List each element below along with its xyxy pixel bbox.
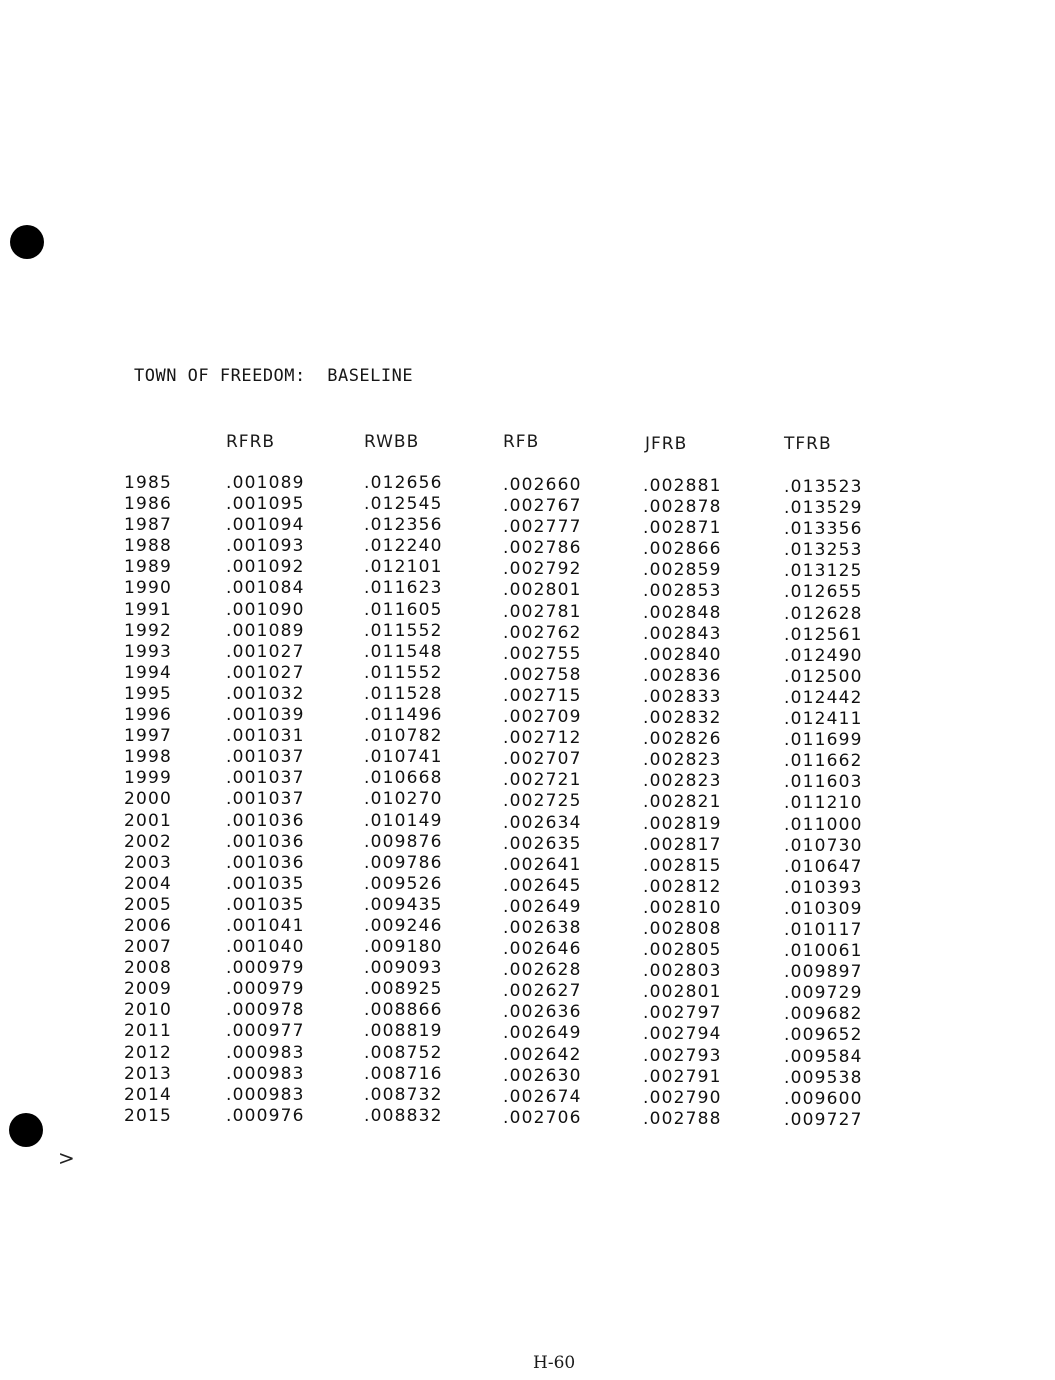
cell-rwbb: .009786 [364,852,443,873]
cell-jfrb: .002801 [643,982,722,1003]
cell-tfrb: .011699 [784,730,863,751]
table-row [0,979,1055,1004]
cell-rfb: .002721 [503,770,582,791]
cell-tfrb: .009897 [784,962,863,983]
cell-jfrb: .002881 [643,476,722,496]
cell-rwbb: .009180 [364,937,443,958]
column-header-rfb: RFB [503,432,540,452]
table-row [0,873,1055,898]
cell-jfrb: .002812 [643,876,722,897]
cell-rfrb: .001035 [226,894,305,915]
cell-jfrb: .002821 [643,792,722,813]
cell-rwbb: .008732 [364,1084,443,1105]
cell-rfb: .002758 [503,664,582,685]
cell-rwbb: .011496 [364,705,443,726]
cell-rfb: .002762 [503,622,582,643]
cell-rwbb: .009093 [364,958,443,979]
cell-jfrb: .002794 [643,1024,722,1045]
cell-rwbb: .012356 [364,515,443,536]
table-row [0,831,1055,856]
cell-rfrb: .001037 [226,747,305,768]
row-year: 2000 [124,789,173,810]
page-number: H-60 [533,1353,576,1373]
cell-rfb: .002715 [503,685,582,706]
row-year: 2014 [124,1084,173,1105]
cell-rfb: .002801 [503,580,582,601]
cell-rwbb: .010149 [364,810,443,831]
table-row [0,768,1055,793]
cell-rfrb: .001095 [226,494,305,515]
cell-rwbb: .009526 [364,873,443,894]
cell-rfb: .002660 [503,475,582,495]
table-row [0,894,1055,919]
table-row [0,683,1055,708]
cell-rwbb: .011605 [364,599,443,620]
table-row [0,1063,1055,1088]
cell-rfrb: .001089 [226,620,305,641]
cell-rwbb: .008752 [364,1042,443,1063]
cell-tfrb: .011210 [784,793,863,814]
cell-jfrb: .002840 [643,644,722,665]
cell-jfrb: .002793 [643,1045,722,1066]
cell-tfrb: .010647 [784,856,863,877]
cell-rfb: .002755 [503,643,582,664]
cell-tfrb: .009538 [784,1067,863,1088]
cell-rwbb: .008866 [364,1000,443,1021]
cell-rwbb: .009435 [364,894,443,915]
data-table-body [0,473,1055,1130]
cell-jfrb: .002791 [643,1066,722,1087]
cell-jfrb: .002848 [643,602,722,623]
cell-tfrb: .012561 [784,624,863,645]
cell-rfb: .002712 [503,728,582,749]
cell-jfrb: .002810 [643,897,722,918]
table-row [0,1021,1055,1046]
column-header-tfrb: TFRB [784,434,832,454]
cell-rfrb: .000978 [226,1000,305,1021]
cell-tfrb: .013253 [784,540,863,561]
row-year: 2006 [124,915,173,936]
cell-rfrb: .001084 [226,578,305,599]
cell-jfrb: .002788 [643,1108,722,1129]
cell-jfrb: .002790 [643,1087,722,1108]
cell-tfrb: .009652 [784,1025,863,1046]
cell-jfrb: .002832 [643,708,722,729]
cell-rfrb: .001039 [226,705,305,726]
cell-rfb: .002635 [503,833,582,854]
cell-rfrb: .001032 [226,683,305,704]
cell-tfrb: .010393 [784,877,863,898]
cell-rfrb: .001094 [226,515,305,536]
table-row [0,705,1055,730]
cell-rfrb: .001037 [226,789,305,810]
row-year: 2011 [124,1021,173,1042]
cell-jfrb: .002823 [643,771,722,792]
cell-rwbb: .010270 [364,789,443,810]
cell-rfrb: .000977 [226,1021,305,1042]
cell-rfb: .002645 [503,875,582,896]
row-year: 1992 [124,620,173,641]
table-row [0,641,1055,666]
cell-jfrb: .002878 [643,497,722,518]
table-row [0,852,1055,877]
row-year: 1988 [124,536,173,557]
cell-rwbb: .010782 [364,726,443,747]
cell-jfrb: .002808 [643,918,722,939]
cell-tfrb: .013125 [784,561,863,582]
row-year: 1996 [124,705,173,726]
table-row [0,1084,1055,1109]
cell-tfrb: .009729 [784,983,863,1004]
cell-rfrb: .001089 [226,473,305,493]
row-year: 1999 [124,768,173,789]
row-year: 1985 [124,473,173,493]
cell-rwbb: .012240 [364,536,443,557]
cell-tfrb: .012442 [784,687,863,708]
cell-rfb: .002725 [503,791,582,812]
row-year: 2002 [124,831,173,852]
row-year: 1998 [124,747,173,768]
cell-jfrb: .002803 [643,961,722,982]
cell-rfrb: .000983 [226,1084,305,1105]
table-row [0,536,1055,561]
punch-hole-top [10,225,44,259]
cell-tfrb: .011000 [784,814,863,835]
cell-rwbb: .011548 [364,641,443,662]
cell-rfb: .002628 [503,960,582,981]
row-year: 1989 [124,557,173,578]
cell-jfrb: .002805 [643,940,722,961]
row-year: 1993 [124,641,173,662]
cell-rfb: .002630 [503,1065,582,1086]
cell-tfrb: .012500 [784,666,863,687]
cell-jfrb: .002859 [643,560,722,581]
cell-rfb: .002707 [503,749,582,770]
cell-rfrb: .000979 [226,958,305,979]
row-year: 2007 [124,937,173,958]
cell-rwbb: .010668 [364,768,443,789]
cell-tfrb: .012628 [784,603,863,624]
cell-rfb: .002646 [503,939,582,960]
cell-tfrb: .011662 [784,751,863,772]
cell-rfrb: .001093 [226,536,305,557]
cell-jfrb: .002797 [643,1003,722,1024]
cell-jfrb: .002853 [643,581,722,602]
cell-rfb: .002781 [503,601,582,622]
cell-rfrb: .001040 [226,937,305,958]
cell-jfrb: .002817 [643,834,722,855]
cell-rfb: .002709 [503,707,582,728]
row-year: 1997 [124,726,173,747]
table-row [0,557,1055,582]
row-year: 2009 [124,979,173,1000]
cell-rfrb: .001041 [226,915,305,936]
cell-rfrb: .001027 [226,641,305,662]
cell-tfrb: .013356 [784,519,863,540]
row-year: 1986 [124,494,173,515]
column-header-rwbb: RWBB [364,432,420,452]
cell-tfrb: .010730 [784,835,863,856]
table-row [0,726,1055,751]
column-header-jfrb: JFRB [645,434,688,454]
table-row [0,810,1055,835]
cell-jfrb: .002823 [643,750,722,771]
row-year: 1987 [124,515,173,536]
cell-rfb: .002777 [503,517,582,538]
row-year: 1995 [124,683,173,704]
cell-rwbb: .008925 [364,979,443,1000]
cell-rwbb: .009876 [364,831,443,852]
cell-rfrb: .000983 [226,1042,305,1063]
cell-tfrb: .009682 [784,1004,863,1025]
cell-rfb: .002641 [503,854,582,875]
cell-rfrb: .001027 [226,662,305,683]
cell-jfrb: .002815 [643,855,722,876]
table-header [0,432,1055,454]
table-row [0,789,1055,814]
cell-rwbb: .010741 [364,747,443,768]
cell-rfb: .002636 [503,1002,582,1023]
table-row [0,473,1055,497]
cell-tfrb: .013529 [784,498,863,519]
table-row [0,937,1055,962]
table-row [0,1105,1055,1130]
cell-tfrb: .010117 [784,919,863,940]
cell-rfrb: .001036 [226,810,305,831]
cell-rwbb: .012101 [364,557,443,578]
cell-rwbb: .008832 [364,1105,443,1126]
cell-rfb: .002642 [503,1044,582,1065]
row-year: 2005 [124,894,173,915]
cell-tfrb: .012490 [784,645,863,666]
cell-rfrb: .001036 [226,831,305,852]
cell-jfrb: .002826 [643,729,722,750]
row-year: 2012 [124,1042,173,1063]
row-year: 2015 [124,1105,173,1126]
table-row [0,958,1055,983]
cell-tfrb: .010309 [784,898,863,919]
cell-rfb: .002706 [503,1107,582,1128]
table-row [0,599,1055,624]
cell-tfrb: .009600 [784,1088,863,1109]
cell-rfrb: .001031 [226,726,305,747]
cell-rfrb: .000979 [226,979,305,1000]
cell-rwbb: .008819 [364,1021,443,1042]
cell-jfrb: .002836 [643,665,722,686]
page-title: TOWN OF FREEDOM: BASELINE [134,366,414,386]
cell-rfrb: .001090 [226,599,305,620]
cell-jfrb: .002819 [643,813,722,834]
row-year: 2004 [124,873,173,894]
cell-rwbb: .011623 [364,578,443,599]
row-year: 2003 [124,852,173,873]
cell-tfrb: .009584 [784,1046,863,1067]
cell-rfrb: .001036 [226,852,305,873]
cell-rwbb: .008716 [364,1063,443,1084]
cell-rfrb: .001092 [226,557,305,578]
table-row [0,515,1055,540]
table-row [0,662,1055,687]
table-row [0,1042,1055,1067]
row-year: 2008 [124,958,173,979]
column-header-rfrb: RFRB [226,432,276,452]
cell-rfrb: .001037 [226,768,305,789]
cell-rfb: .002767 [503,496,582,517]
cell-rfrb: .001035 [226,873,305,894]
row-year: 1994 [124,662,173,683]
cell-rwbb: .012545 [364,494,443,515]
cell-tfrb: .010061 [784,941,863,962]
cell-jfrb: .002833 [643,686,722,707]
cell-rfrb: .000983 [226,1063,305,1084]
table-row [0,747,1055,772]
cell-rwbb: .011552 [364,662,443,683]
cell-rwbb: .009246 [364,915,443,936]
cell-jfrb: .002871 [643,518,722,539]
cell-tfrb: .011603 [784,772,863,793]
cell-rfb: .002792 [503,559,582,580]
row-year: 2013 [124,1063,173,1084]
cell-jfrb: .002843 [643,623,722,644]
cell-rwbb: .012656 [364,473,443,493]
cell-rfb: .002634 [503,812,582,833]
row-year: 1990 [124,578,173,599]
cell-rwbb: .011528 [364,683,443,704]
cell-tfrb: .009727 [784,1109,863,1130]
cell-rfb: .002627 [503,981,582,1002]
table-row [0,578,1055,603]
row-year: 1991 [124,599,173,620]
cell-rwbb: .011552 [364,620,443,641]
table-row [0,915,1055,940]
cell-tfrb: .013523 [784,477,863,497]
cell-rfb: .002649 [503,1023,582,1044]
cell-rfb: .002674 [503,1086,582,1107]
cell-jfrb: .002866 [643,539,722,560]
cell-tfrb: .012411 [784,709,863,730]
caret-mark: > [58,1146,75,1170]
row-year: 2010 [124,1000,173,1021]
cell-rfrb: .000976 [226,1105,305,1126]
row-year: 2001 [124,810,173,831]
table-row [0,620,1055,645]
cell-rfb: .002638 [503,917,582,938]
table-row [0,494,1055,519]
cell-rfb: .002649 [503,896,582,917]
cell-rfb: .002786 [503,538,582,559]
table-row [0,1000,1055,1025]
cell-tfrb: .012655 [784,582,863,603]
